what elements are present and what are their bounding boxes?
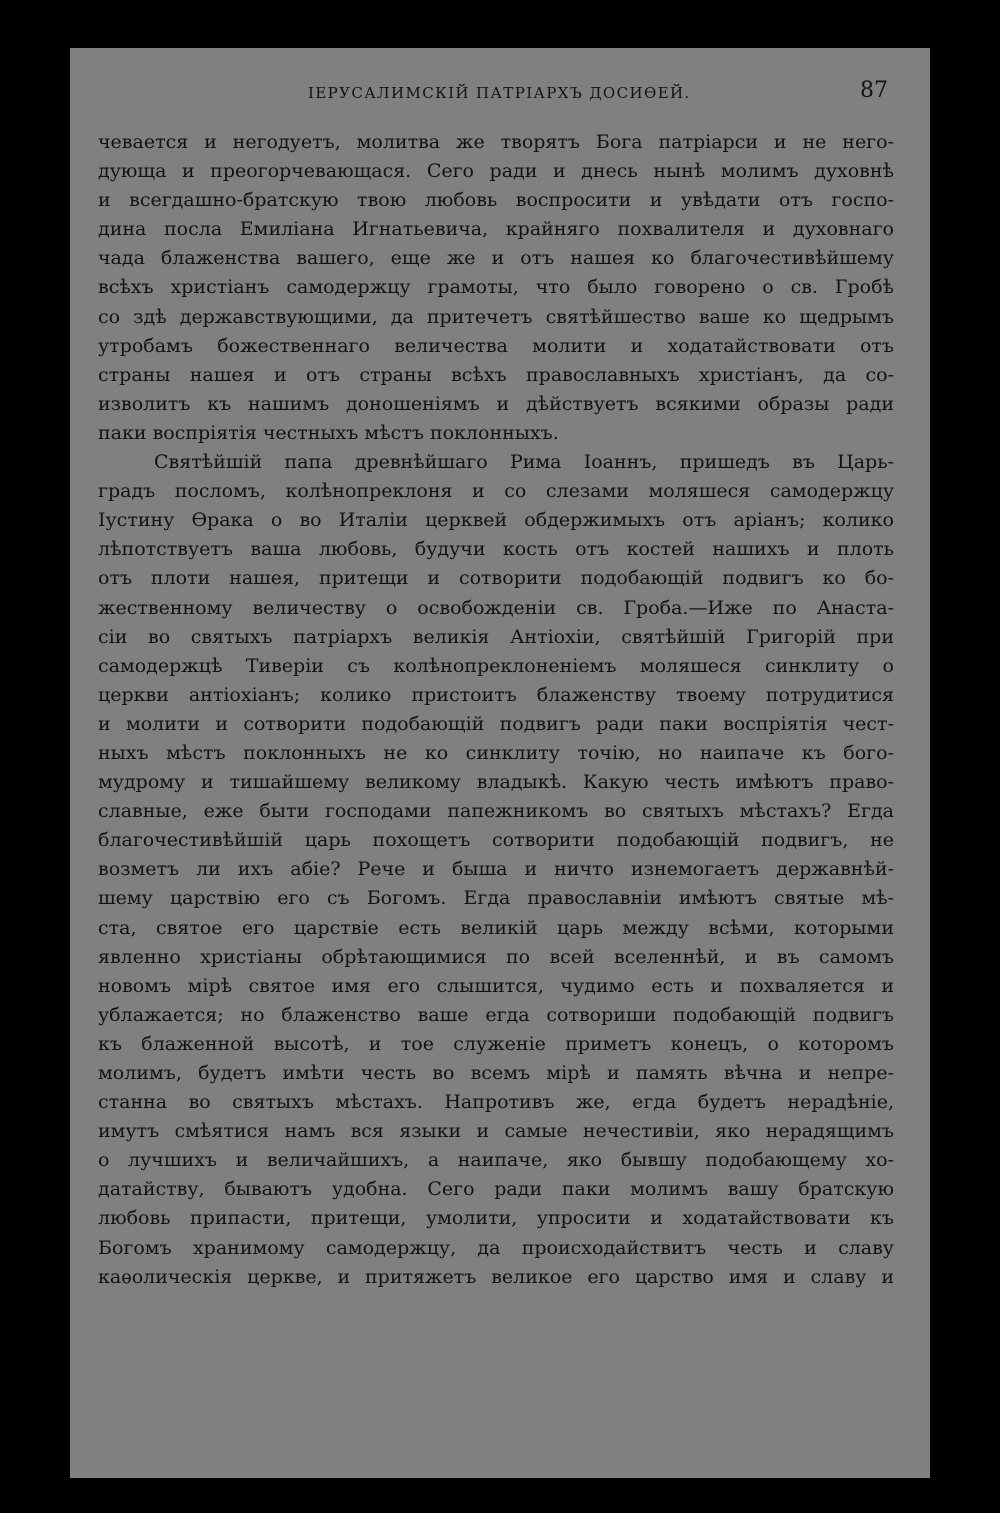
text-line: со здѣ державствующими, да притечетъ святѣйшество ваше ко щедрымъ: [98, 305, 894, 328]
text-line: отъ плоти нашея, притещи и сотворити подобающій подвигъ ко бо-: [98, 567, 894, 590]
text-line: Богомъ хранимому самодержцу, да происходайствитъ честь и славу: [98, 1236, 894, 1259]
text-line: чевается и негодуетъ, молитва же творятъ Бога патріарси и не него-: [98, 131, 894, 153]
text-line: утробамъ божественнаго величества молити и ходатайствовати отъ: [98, 334, 894, 357]
paragraph-end-line: паки воспріятія честныхъ мѣстъ поклонныхъ.: [98, 421, 559, 444]
text-line: чада блаженства вашего, еще же и отъ нашея ко благочестивѣйшему: [98, 247, 894, 270]
text-line: каѳолическія церкве, и притяжетъ великое его царство имя и славу и: [98, 1265, 894, 1288]
text-line: любовь припасти, притещи, умолити, упросити и ходатайствовати къ: [98, 1207, 894, 1230]
paragraph-start-line: Святѣйшій папа древнѣйшаго Рима Іоаннъ, пришедъ въ Царь-: [154, 451, 894, 474]
text-line: всѣхъ христіанъ самодержцу грамоты, что было говорено о св. Гробѣ: [98, 276, 894, 299]
running-head: ІЕРУСАЛИМСКІЙ ПАТРІАРХЪ ДОСИѲЕЙ.: [308, 84, 691, 102]
text-line: страны нашея и отъ страны всѣхъ православныхъ христіанъ, да со-: [98, 363, 894, 386]
text-line: имутъ смѣятися намъ вся языки и самые нечестивіи, яко нерадящимъ: [98, 1120, 894, 1143]
text-line: ста, святое его царствіе есть великій царь между всѣми, которыми: [98, 916, 894, 939]
page-header: [98, 78, 888, 108]
book-page: [70, 48, 930, 1478]
text-line: ублажается; но блаженство ваше егда сотвориши подобающій подвигъ: [98, 1003, 894, 1026]
text-line: и молити и сотворити подобающій подвигъ ради паки воспріятія чест-: [98, 712, 894, 735]
text-line: станна во святыхъ мѣстахъ. Напротивъ же, егда будетъ нерадѣніе,: [98, 1091, 894, 1114]
text-line: Іустину Ѳрака о во Италіи церквей обдержимыхъ отъ аріанъ; колико: [98, 509, 894, 532]
text-line: явленно христіаны обрѣтающимися по всей вселеннѣй, и въ самомъ: [98, 945, 894, 968]
text-line: церкви антіохіанъ; колико пристоитъ блаженству твоему потрудитися: [98, 683, 894, 706]
text-line: дина посла Емиліана Игнатьевича, крайняго похвалителя и духовнаго: [98, 218, 894, 241]
text-line: къ блаженной высотѣ, и тое служеніе приметъ конецъ, о которомъ: [98, 1032, 894, 1055]
text-line: новомъ мірѣ святое имя его слышится, чудимо есть и похваляется и: [98, 974, 894, 997]
text-line: датайству, бываютъ удобна. Сего ради паки молимъ вашу братскую: [98, 1178, 894, 1201]
text-line: шему царствію его съ Богомъ. Егда православніи имѣютъ святые мѣ-: [98, 887, 894, 910]
text-line: и всегдашно-братскую твою любовь воспросити и увѣдати отъ госпо-: [98, 189, 894, 212]
text-line: молимъ, будетъ имѣти честь во всемъ мірѣ и память вѣчна и непре-: [98, 1062, 894, 1084]
text-line: дующа и преогорчевающася. Сего ради и днесь нынѣ молимъ духовнѣ: [98, 160, 894, 183]
text-line: самодержцѣ Тиверіи съ колѣнопреклоненіемъ моляшеся синклиту о: [98, 654, 894, 677]
text-line: жественному величеству о освобожденіи св. Гроба.—Иже по Анаста-: [98, 596, 894, 619]
text-line: о лучшихъ и величайшихъ, а наипаче, яко бывшу подобающему хо-: [98, 1149, 894, 1172]
text-line: изволитъ къ нашимъ доношеніямъ и дѣйствуетъ всякими образы ради: [98, 392, 894, 415]
body-text: [98, 128, 894, 1292]
text-line: благочестивѣйшій царь похощетъ сотворити подобающій подвигъ, не: [98, 829, 894, 852]
text-line: градъ посломъ, колѣнопреклоня и со слезами моляшеся самодержцу: [98, 480, 894, 503]
page-number: 87: [860, 78, 888, 103]
text-line: мудрому и тишайшему великому владыкѣ. Какую честь имѣютъ право-: [98, 771, 894, 794]
text-line: ныхъ мѣстъ поклонныхъ не ко синклиту точію, но наипаче къ бого-: [98, 741, 894, 764]
text-line: сіи во святыхъ патріархъ великія Антіохіи, святѣйшій Григорій при: [98, 625, 894, 648]
text-line: лѣпотствуетъ ваша любовь, будучи кость отъ костей нашихъ и плоть: [98, 538, 894, 561]
text-line: возметъ ли ихъ абіе? Рече и быша и ничто изнемогаетъ державнѣй-: [98, 858, 894, 881]
text-line: славные, еже быти господами папежникомъ во святыхъ мѣстахъ? Егда: [98, 800, 894, 823]
